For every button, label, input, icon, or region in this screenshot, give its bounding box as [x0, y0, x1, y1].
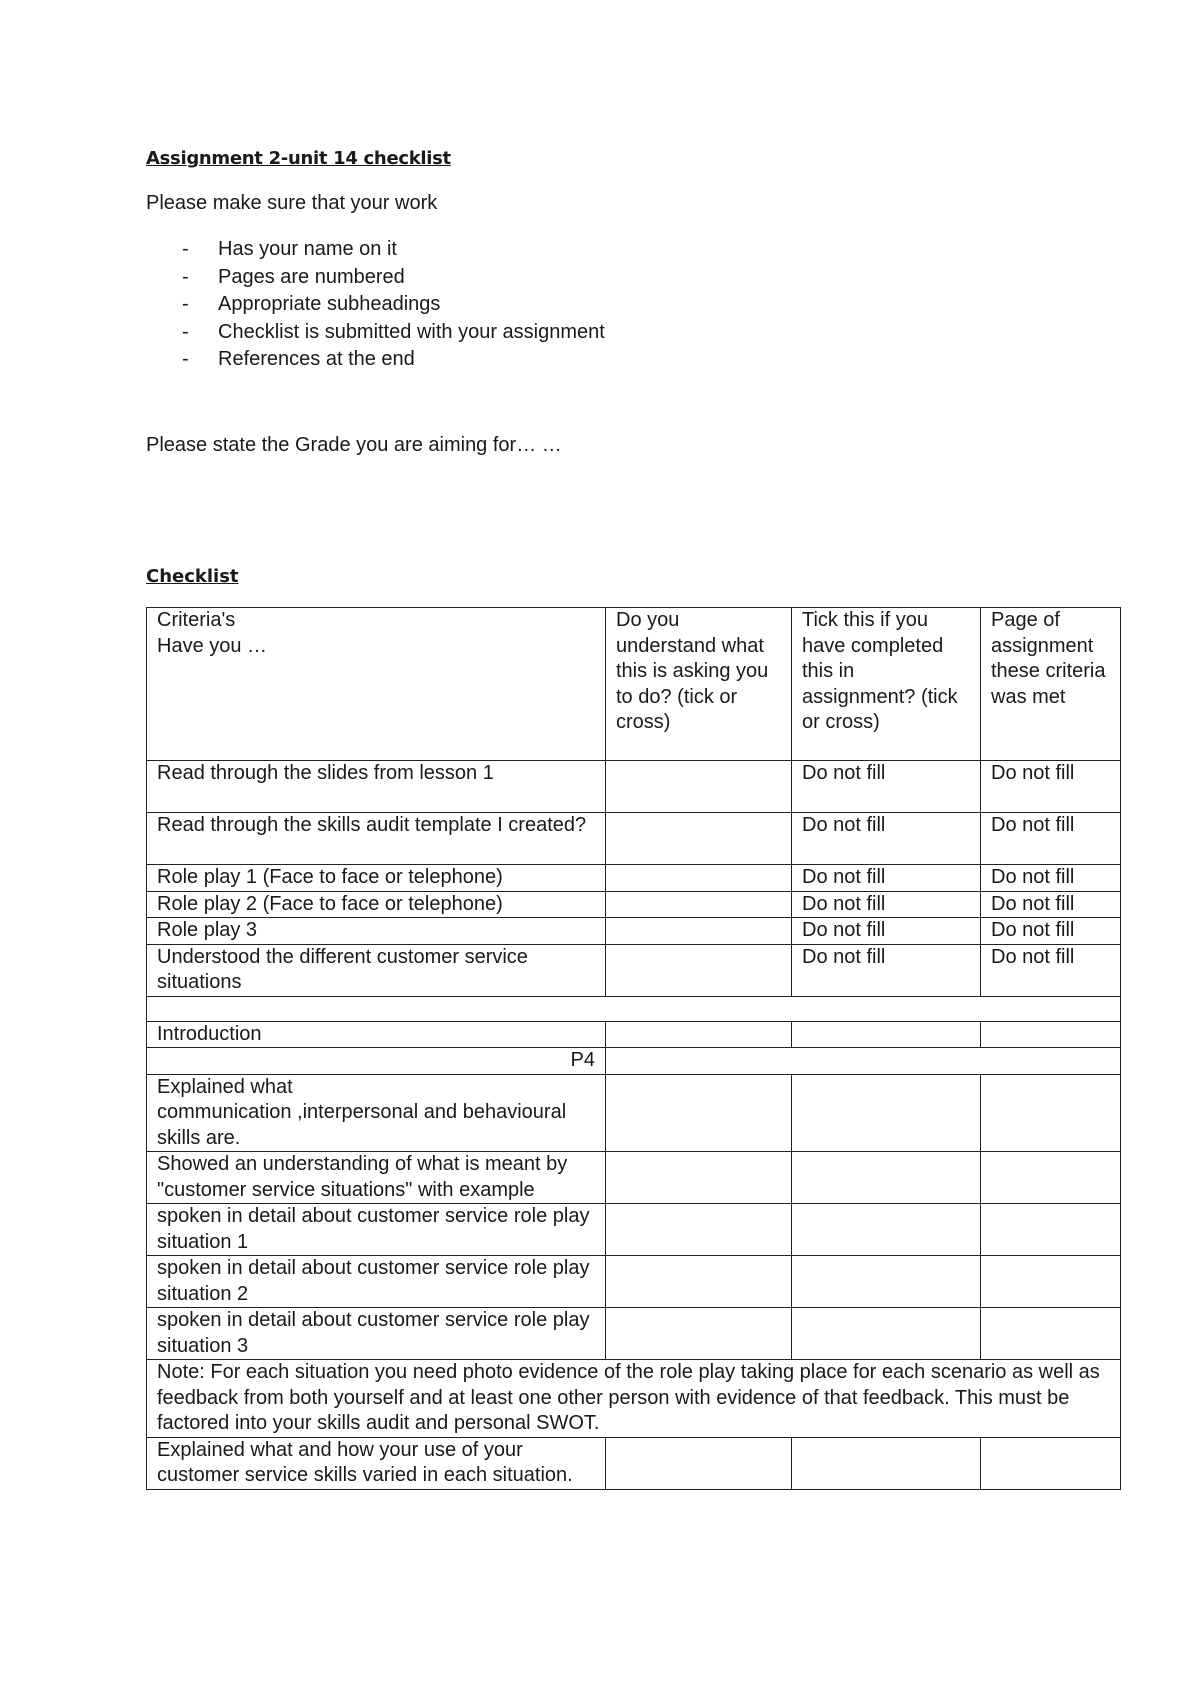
spacer-cell	[147, 996, 1121, 1021]
understand-cell[interactable]	[606, 1437, 792, 1489]
completed-cell[interactable]	[792, 1256, 981, 1308]
understand-cell[interactable]	[606, 1308, 792, 1360]
section-label: P4	[147, 1048, 606, 1075]
note-cell: Note: For each situation you need photo evidence of the role play taking place for each scenario as well as feedback from both yourself and at least one other person with evidence of that feedback. This must be factored into your skills audit and personal SWOT.	[147, 1360, 1121, 1438]
understand-cell[interactable]	[606, 918, 792, 945]
completed-cell: Do not fill	[792, 891, 981, 918]
criteria-cell: Role play 3	[147, 918, 606, 945]
bullet-dash: -	[182, 348, 189, 370]
criteria-cell: Understood the different customer service situations	[147, 944, 606, 996]
understand-cell[interactable]	[606, 1152, 792, 1204]
completed-cell: Do not fill	[792, 813, 981, 865]
page-cell[interactable]	[981, 1256, 1121, 1308]
criteria-cell: spoken in detail about customer service role play situation 3	[147, 1308, 606, 1360]
introduction-row	[147, 1021, 1121, 1048]
table-header-row	[147, 608, 1121, 761]
completed-cell[interactable]	[792, 1152, 981, 1204]
table-row	[147, 1204, 1121, 1256]
understand-cell[interactable]	[606, 761, 792, 813]
page-cell[interactable]	[981, 1308, 1121, 1360]
completed-cell[interactable]	[792, 1204, 981, 1256]
section-label-filler	[606, 1048, 1121, 1075]
list-item	[146, 346, 605, 374]
table-row	[147, 761, 1121, 813]
page-cell[interactable]	[981, 1204, 1121, 1256]
page-cell: Do not fill	[981, 918, 1121, 945]
list-item	[146, 236, 605, 264]
completed-cell: Do not fill	[792, 865, 981, 892]
understand-cell[interactable]	[606, 1074, 792, 1152]
requirement-text: Has your name on it	[218, 238, 397, 260]
checklist-table	[146, 607, 1121, 1490]
table-row	[147, 944, 1121, 996]
checklist-heading: Checklist	[146, 566, 239, 587]
bullet-dash: -	[182, 238, 189, 260]
completed-cell[interactable]	[792, 1021, 981, 1048]
understand-cell[interactable]	[606, 1256, 792, 1308]
requirement-text: Pages are numbered	[218, 265, 405, 288]
criteria-cell: Role play 2 (Face to face or telephone)	[147, 891, 606, 918]
table-row	[147, 1074, 1121, 1152]
page-cell[interactable]	[981, 1074, 1121, 1152]
section-label-row	[147, 1048, 1121, 1075]
page-cell[interactable]	[981, 1021, 1121, 1048]
introduction-cell: Introduction	[147, 1021, 606, 1048]
requirements-list	[146, 236, 605, 374]
page-cell: Do not fill	[981, 813, 1121, 865]
intro-text: Please make sure that your work	[146, 192, 438, 214]
understand-cell[interactable]	[606, 865, 792, 892]
understand-cell[interactable]	[606, 1021, 792, 1048]
table-row	[147, 891, 1121, 918]
completed-cell: Do not fill	[792, 918, 981, 945]
page-cell: Do not fill	[981, 865, 1121, 892]
page-cell[interactable]	[981, 1437, 1121, 1489]
table-row	[147, 918, 1121, 945]
header-criteria: Criteria's Have you …	[147, 608, 606, 761]
table-row	[147, 813, 1121, 865]
criteria-cell: spoken in detail about customer service role play situation 1	[147, 1204, 606, 1256]
understand-cell[interactable]	[606, 1204, 792, 1256]
bullet-dash: -	[182, 265, 189, 288]
requirement-text: References at the end	[218, 348, 415, 370]
note-row	[147, 1360, 1121, 1438]
page-cell[interactable]	[981, 1152, 1121, 1204]
table-row	[147, 1152, 1121, 1204]
completed-cell[interactable]	[792, 1437, 981, 1489]
table-row	[147, 1437, 1121, 1489]
header-completed: Tick this if you have completed this in assignment? (tick or cross)	[792, 608, 981, 761]
criteria-cell: Read through the skills audit template I created?	[147, 813, 606, 865]
criteria-cell: Read through the slides from lesson 1	[147, 761, 606, 813]
criteria-cell: spoken in detail about customer service role play situation 2	[147, 1256, 606, 1308]
completed-cell: Do not fill	[792, 944, 981, 996]
spacer-row	[147, 996, 1121, 1021]
understand-cell[interactable]	[606, 891, 792, 918]
understand-cell[interactable]	[606, 944, 792, 996]
grade-prompt: Please state the Grade you are aiming for… …	[146, 434, 562, 456]
page-cell: Do not fill	[981, 944, 1121, 996]
bullet-dash: -	[182, 293, 189, 315]
completed-cell: Do not fill	[792, 761, 981, 813]
table-row	[147, 865, 1121, 892]
requirement-text: Checklist is submitted with your assignment	[218, 320, 605, 343]
understand-cell[interactable]	[606, 813, 792, 865]
completed-cell[interactable]	[792, 1308, 981, 1360]
header-page: Page of assignment these criteria was met	[981, 608, 1121, 761]
header-understand: Do you understand what this is asking you to do? (tick or cross)	[606, 608, 792, 761]
list-item	[146, 319, 605, 347]
criteria-cell: Role play 1 (Face to face or telephone)	[147, 865, 606, 892]
criteria-cell: Explained what and how your use of your customer service skills varied in each situation.	[147, 1437, 606, 1489]
requirement-text: Appropriate subheadings	[218, 293, 441, 315]
completed-cell[interactable]	[792, 1074, 981, 1152]
page-cell: Do not fill	[981, 891, 1121, 918]
bullet-dash: -	[182, 320, 189, 343]
criteria-cell: Showed an understanding of what is meant by "customer service situations" with example	[147, 1152, 606, 1204]
table-row	[147, 1256, 1121, 1308]
list-item	[146, 291, 605, 319]
table-row	[147, 1308, 1121, 1360]
document-title: Assignment 2-unit 14 checklist	[146, 148, 451, 169]
list-item	[146, 264, 605, 292]
page-cell: Do not fill	[981, 761, 1121, 813]
criteria-cell: Explained what communication ,interpersonal and behavioural skills are.	[147, 1074, 606, 1152]
